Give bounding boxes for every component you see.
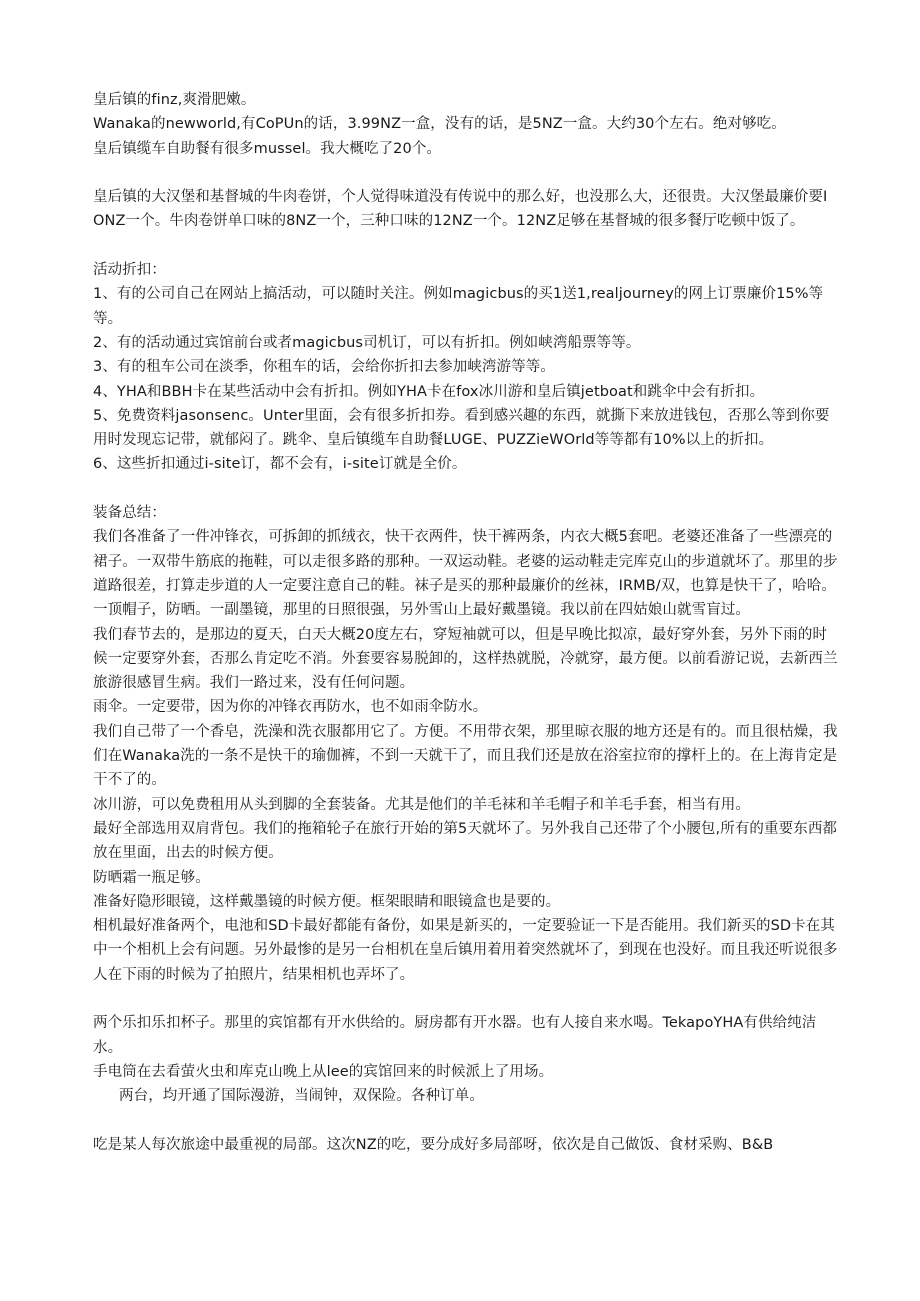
paragraph-finz: 皇后镇的finz,爽滑肥嫩。 (93, 92, 256, 108)
gear-backpack: 最好全部选用双肩背包。我们的拖箱轮子在旅行开始的第5天就坏了。另外我自己还带了个小腰包,所有的重要东西都放在里面，出去的时候方便。 (93, 820, 838, 862)
section-title-discount: 活动折扣： (93, 262, 166, 279)
gear-umbrella: 雨伞。一定要带，因为你的冲锋衣再防水，也不如雨伞防水。 (93, 699, 488, 716)
discount-item-2: 2、有的活动通过宾馆前台或者magicbus司机订，可以有折扣。例如峡湾船票等等。 (93, 334, 641, 351)
gear-camera: 相机最好准备两个，电池和SD卡最好都能有备份，如果是新买的，一定要验证一下是否能用。我们新买的SD卡在其中一个相机上会有问题。另外最惨的是另一台相机在皇后镇用着用着突然就坏了，到现在也没好。而且我还听说很多人在下雨的时候为了拍照片，结果相机也弄坏了。 (93, 918, 838, 983)
paragraph-gap (93, 161, 838, 185)
paragraph-cups: 两个乐扣乐扣杯子。那里的宾馆都有开水供给的。厨房都有开水器。也有人接自来水喝。TekapoYHA有供给纯洁水。 (93, 1015, 817, 1056)
paragraph-burger: 皇后镇的大汉堡和基督城的牛肉卷饼，个人觉得味道没有传说中的那么好，也没那么大，还很贵。大汉堡最廉价要IONZ一个。牛肉卷饼单口味的8NZ一个，三种口味的12NZ一个。12NZ足够在基督城的很多餐厅吃顿中饭了。 (93, 189, 828, 230)
gear-clothing: 我们各准备了一件冲锋衣，可拆卸的抓绒衣，快干衣两件，快干裤两条，内衣大概5套吧。老婆还准备了一些漂亮的裙子。一双带牛筋底的拖鞋，可以走很多路的那种。一双运动鞋。老婆的运动鞋走完库克山的步道就坏了。那里的步道路很差，打算走步道的人一定要注意自己的鞋。袜子是买的那种最廉价的丝袜，IRMB/双，也算是快干了，哈哈。一顶帽子，防晒。一副墨镜，那里的日照很强，另外雪山上最好戴墨镜。我以前在四姑娘山就雪盲过。 (93, 529, 838, 619)
gear-weather: 我们春节去的，是那边的夏天，白天大概20度左右，穿短袖就可以，但是早晚比拟凉，最好穿外套，另外下雨的时候一定要穿外套，否那么肯定吃不消。外套要容易脱卸的，这样热就脱，冷就穿，最方便。以前看游记说，去新西兰旅游很感冒生病。我们一路过来，没有任何问题。 (93, 626, 838, 692)
discount-item-4: 4、YHA和BBH卡在某些活动中会有折扣。例如YHA卡在fox冰川游和皇后镇jetboat和跳伞中会有折扣。 (93, 383, 765, 400)
paragraph-food-intro: 吃是某人每次旅途中最重视的局部。这次NZ的吃，要分成好多局部呀，依次是自己做饭、食材采购、B&B (93, 1136, 774, 1153)
paragraph-mussel: 皇后镇缆车自助餐有很多mussel。我大概吃了20个。 (93, 140, 442, 157)
paragraph-gap (93, 987, 838, 1011)
paragraph-phones: 两台，均开通了国际漫游，当闹钟，双保险。各种订单。 (119, 1088, 484, 1105)
paragraph-gap (93, 1108, 838, 1132)
gear-soap: 我们自己带了一个香皂，洗澡和洗衣服都用它了。方便。不用带衣架，那里晾衣服的地方还是有的。而且很枯燥，我们在Wanaka洗的一条不是快干的瑜伽裤，不到一天就干了，而且我们还是放在浴室拉帘的撑杆上的。在上海肯定是干不了的。 (93, 723, 838, 789)
discount-item-3: 3、有的租车公司在淡季，你租车的话，会给你折扣去参加峡湾游等等。 (93, 359, 555, 376)
section-title-gear: 装备总结： (93, 505, 166, 522)
discount-item-6: 6、这些折扣通过i-site订，都不会有，i-site订就是全价。 (93, 456, 467, 473)
discount-item-1: 1、有的公司自己在网站上搞活动，可以随时关注。例如magicbus的买1送1,realjourney的网上订票廉价15%等等。 (93, 286, 824, 327)
gear-contacts: 准备好隐形眼镜，这样戴墨镜的时候方便。框架眼睛和眼镜盒也是要的。 (93, 893, 561, 910)
gear-glacier: 冰川游，可以免费租用从头到脚的全套装备。尤其是他们的羊毛袜和羊毛帽子和羊毛手套，相当有用。 (93, 796, 750, 813)
document-page (93, 88, 838, 1157)
paragraph-wanaka-newworld: Wanaka的newworld,有CoPUn的话，3.99NZ一盒，没有的话，是5NZ一盒。大约30个左右。绝对够吃。 (93, 116, 786, 133)
paragraph-gap (93, 234, 838, 258)
discount-item-5: 5、免费资料jasonsenc。Unter里面，会有很多折扣券。看到感兴趣的东西，就撕下来放进钱包，否那么等到你要用时发现忘记带，就郁闷了。跳伞、皇后镇缆车自助餐LUGE、PUZZieWOrld等等都有10%以上的折扣。 (93, 407, 830, 449)
paragraph-flashlight: 手电筒在去看萤火虫和库克山晚上从lee的宾馆回来的时候派上了用场。 (93, 1063, 554, 1080)
gear-sunscreen: 防晒霜一瓶足够。 (93, 869, 210, 886)
paragraph-gap (93, 477, 838, 501)
